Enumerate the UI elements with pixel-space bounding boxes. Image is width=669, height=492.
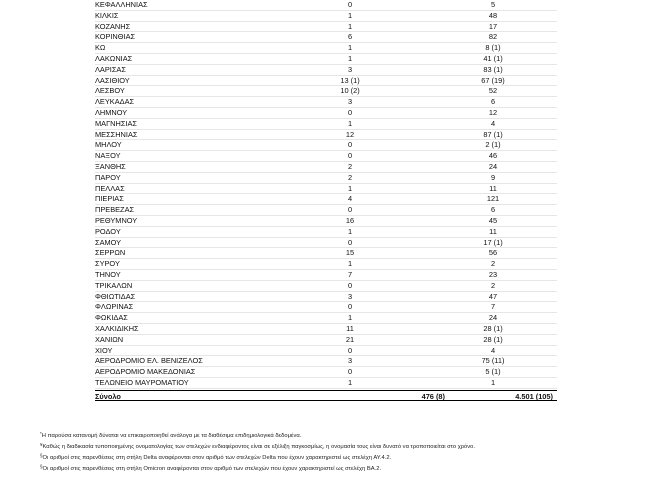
value-col1: 13 (1) — [340, 75, 360, 85]
value-col2: 28 (1) — [483, 334, 503, 344]
table-row — [95, 11, 557, 22]
footnote-mark: § — [40, 463, 43, 469]
region-name: ΦΛΩΡΙΝΑΣ — [95, 302, 134, 312]
footnote — [40, 441, 660, 452]
value-col2: 1 — [490, 377, 496, 387]
value-col2: 17 (1) — [483, 237, 503, 247]
table-row — [95, 367, 557, 378]
region-name: ΚΙΛΚΙΣ — [95, 10, 119, 20]
table-row — [95, 346, 557, 357]
value-col1: 3 — [347, 356, 353, 366]
value-col2: 52 — [488, 86, 498, 96]
region-name: ΣΕΡΡΩΝ — [95, 248, 126, 258]
region-name: ΤΗΝΟΥ — [95, 269, 121, 279]
table-row — [95, 130, 557, 141]
table-row — [95, 248, 557, 259]
value-col2: 75 (11) — [481, 356, 505, 366]
value-col2: 2 — [490, 280, 496, 290]
table-row — [95, 151, 557, 162]
value-col1: 21 — [345, 334, 355, 344]
region-name: ΡΟΔΟΥ — [95, 226, 121, 236]
value-col1: 0 — [347, 367, 353, 377]
region-name: ΠΕΛΛΑΣ — [95, 183, 125, 193]
footnote — [40, 452, 660, 463]
table-row — [95, 302, 557, 313]
table-row — [95, 281, 557, 292]
table-row — [95, 54, 557, 65]
value-col1: 15 — [345, 248, 355, 258]
value-col2: 23 — [488, 269, 498, 279]
value-col2: 11 — [489, 183, 497, 193]
value-col1: 0 — [347, 302, 353, 312]
table-row — [95, 259, 557, 270]
value-col1: 1 — [347, 10, 353, 20]
value-col1: 1 — [347, 21, 353, 31]
value-col2: 83 (1) — [483, 64, 503, 74]
value-col1: 3 — [347, 291, 353, 301]
table-row — [95, 270, 557, 281]
value-col1: 1 — [347, 43, 353, 53]
value-col1: 1 — [347, 53, 353, 63]
region-name: ΜΗΛΟΥ — [95, 140, 122, 150]
value-col2: 8 (1) — [485, 43, 501, 53]
table-row — [95, 22, 557, 33]
value-col1: 16 — [345, 215, 355, 225]
table-row — [95, 324, 557, 335]
total-row — [95, 390, 557, 401]
footnote — [40, 463, 660, 474]
table-row — [95, 43, 557, 54]
region-name: ΞΑΝΘΗΣ — [95, 161, 126, 171]
table-row — [95, 205, 557, 216]
region-name: ΠΑΡΟΥ — [95, 172, 121, 182]
value-col2: 45 — [488, 215, 498, 225]
value-col1: 0 — [347, 151, 353, 161]
footnote — [40, 430, 660, 441]
table-row — [95, 162, 557, 173]
table-row — [95, 216, 557, 227]
value-col2: 7 — [490, 302, 496, 312]
footnote-text: Οι αριθμοί στις παρενθέσεις στη στήλη Omicron αναφέρονται στον αριθμό των στελεχών που έχουν χαρακτηριστεί ως στελέχη ΒΑ.2. — [42, 465, 382, 472]
value-col2: 9 — [490, 172, 496, 182]
table-row — [95, 76, 557, 87]
table-body — [95, 0, 557, 389]
table-row — [95, 194, 557, 205]
value-col2: 24 — [488, 161, 498, 171]
value-col1: 0 — [347, 140, 353, 150]
value-col2: 4 — [490, 345, 496, 355]
footnotes — [40, 430, 660, 474]
value-col1: 0 — [347, 205, 353, 215]
table-row — [95, 313, 557, 324]
value-col2: 2 — [490, 259, 496, 269]
value-col1: 10 (2) — [340, 86, 360, 96]
total-label: Σύνολο — [95, 391, 121, 401]
region-name: ΤΕΛΩΝΕΙΟ ΜΑΥΡΟΜΑΤΙΟΥ — [95, 377, 189, 387]
value-col2: 48 — [488, 10, 498, 20]
footnote-mark: § — [40, 452, 43, 458]
table-row — [95, 356, 557, 367]
table-row — [95, 97, 557, 108]
value-col1: 1 — [347, 226, 353, 236]
value-col1: 6 — [347, 32, 353, 42]
table-row — [95, 119, 557, 130]
value-col1: 2 — [347, 161, 353, 171]
value-col1: 12 — [345, 129, 355, 139]
table-row — [95, 378, 557, 389]
value-col2: 67 (19) — [481, 75, 505, 85]
region-name: ΛΕΥΚΑΔΑΣ — [95, 97, 135, 107]
table-row — [95, 108, 557, 119]
value-col2: 4 — [490, 118, 496, 128]
total-value-col1: 476 (8) — [421, 391, 445, 401]
table-row — [95, 86, 557, 97]
value-col2: 24 — [488, 313, 498, 323]
table-row — [95, 292, 557, 303]
value-col1: 1 — [347, 183, 353, 193]
value-col2: 12 — [488, 107, 498, 117]
footnote-text: Η παρούσα κατανομή δύναται να επικαιροποιηθεί ανάλογα με τα διαθέσιμα επιδημιολογικά δεδομένα. — [41, 433, 302, 439]
value-col1: 3 — [347, 97, 353, 107]
region-name: ΛΑΣΙΘΙΟΥ — [95, 75, 130, 85]
value-col2: 6 — [490, 97, 496, 107]
footnote-text: Καθώς η διαδικασία τυποποιημένης ονοματολογίας των στελεχών ενδιαφέροντος είναι σε εξέλιξη παγκοσμίως, η ονομασία τους είναι δυνατό να τροποποιείται στο χρόνο. — [42, 443, 476, 450]
table-row — [95, 184, 557, 195]
region-name: ΛΑΚΩΝΙΑΣ — [95, 53, 133, 63]
value-col2: 46 — [488, 151, 498, 161]
value-col1: 4 — [347, 194, 353, 204]
value-col2: 17 — [488, 21, 498, 31]
table-row — [95, 238, 557, 249]
value-col1: 0 — [347, 237, 353, 247]
value-col2: 6 — [490, 205, 496, 215]
region-name: ΧΑΛΚΙΔΙΚΗΣ — [95, 323, 139, 333]
value-col1: 0 — [347, 0, 353, 9]
region-name: ΝΑΞΟΥ — [95, 151, 121, 161]
table-row — [95, 335, 557, 346]
value-col1: 0 — [347, 107, 353, 117]
value-col1: 0 — [347, 345, 353, 355]
value-col1: 1 — [347, 313, 353, 323]
region-name: ΜΑΓΝΗΣΙΑΣ — [95, 118, 137, 128]
value-col1: 0 — [347, 280, 353, 290]
value-col2: 82 — [488, 32, 498, 42]
total-value-col2: 4.501 (105) — [515, 391, 553, 401]
value-col1: 1 — [347, 259, 353, 269]
region-name: ΧΙΟΥ — [95, 345, 113, 355]
region-name: ΛΗΜΝΟΥ — [95, 107, 128, 117]
table-row — [95, 140, 557, 151]
value-col2: 47 — [488, 291, 498, 301]
value-col2: 2 (1) — [485, 140, 501, 150]
table-row — [95, 227, 557, 238]
region-name: ΚΟΡΙΝΘΙΑΣ — [95, 32, 136, 42]
table-row — [95, 32, 557, 43]
region-name: ΦΩΚΙΔΑΣ — [95, 313, 128, 323]
footnote-text: Οι αριθμοί στις παρενθέσεις στη στήλη Delta αναφέρονται στον αριθμό των στελεχών Delta που έχουν χαρακτηριστεί ως στελέχη ΑΥ.4.2. — [42, 454, 392, 461]
region-name: ΣΑΜΟΥ — [95, 237, 122, 247]
value-col1: 2 — [347, 172, 353, 182]
region-name: ΦΘΙΩΤΙΔΑΣ — [95, 291, 136, 301]
region-name: ΑΕΡΟΔΡΟΜΙΟ ΕΛ. ΒΕΝΙΖΕΛΟΣ — [95, 356, 203, 366]
region-name: ΤΡΙΚΑΛΩΝ — [95, 280, 133, 290]
value-col1: 7 — [347, 269, 353, 279]
value-col1: 1 — [347, 118, 353, 128]
region-name: ΠΙΕΡΙΑΣ — [95, 194, 124, 204]
table-row — [95, 65, 557, 76]
value-col2: 121 — [486, 194, 500, 204]
region-name: ΜΕΣΣΗΝΙΑΣ — [95, 129, 138, 139]
data-table — [95, 0, 557, 401]
region-name: ΠΡΕΒΕΖΑΣ — [95, 205, 135, 215]
region-name: ΛΑΡΙΣΑΣ — [95, 64, 126, 74]
value-col2: 11 — [489, 226, 497, 236]
region-name: ΧΑΝΙΩΝ — [95, 334, 124, 344]
table-row — [95, 0, 557, 11]
region-name: ΚΟΖΑΝΗΣ — [95, 21, 131, 31]
value-col2: 28 (1) — [483, 323, 503, 333]
footnote-mark: * — [40, 431, 42, 436]
value-col2: 5 (1) — [485, 367, 501, 377]
table-row — [95, 173, 557, 184]
value-col1: 1 — [347, 377, 353, 387]
region-name: ΣΥΡΟΥ — [95, 259, 120, 269]
region-name: ΡΕΘΥΜΝΟΥ — [95, 215, 138, 225]
footnote-mark: ¥ — [40, 441, 43, 447]
region-name: ΚΕΦΑΛΛΗΝΙΑΣ — [95, 0, 148, 9]
value-col2: 5 — [490, 0, 496, 9]
region-name: ΚΩ — [95, 43, 106, 53]
region-name: ΑΕΡΟΔΡΟΜΙΟ ΜΑΚΕΔΟΝΙΑΣ — [95, 367, 196, 377]
value-col2: 87 (1) — [483, 129, 503, 139]
value-col2: 56 — [488, 248, 498, 258]
region-name: ΛΕΣΒΟΥ — [95, 86, 125, 96]
value-col2: 41 (1) — [483, 53, 503, 63]
value-col1: 3 — [347, 64, 353, 74]
value-col1: 11 — [346, 323, 354, 333]
